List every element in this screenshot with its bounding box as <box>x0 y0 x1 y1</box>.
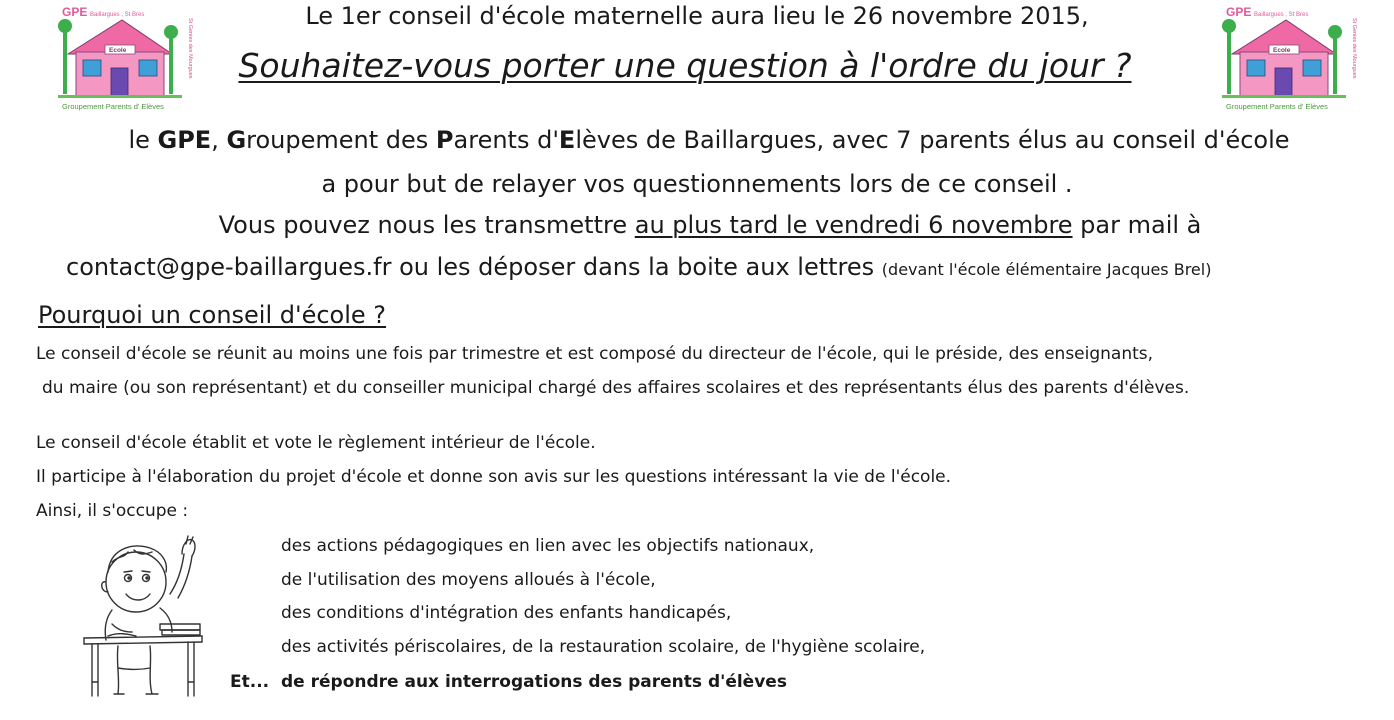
list-et-marker: Et... <box>230 672 270 692</box>
logo-bottom-text: Groupement Parents d' Elèves <box>1226 102 1328 111</box>
section-heading: Pourquoi un conseil d'école ? <box>38 301 387 329</box>
call-for-questions-title: Souhaitez-vous porter une question à l'ordre du jour ? <box>238 46 1132 85</box>
paragraph-line: du maire (ou son représentant) et du conseiller municipal chargé des affaires scolaires et des représentants élus des parents d'élèves. <box>42 378 1190 398</box>
list-item: de l'utilisation des moyens alloués à l'école, <box>281 570 656 590</box>
intro-line-1 <box>0 126 1394 154</box>
mailbox-location-note: (devant l'école élémentaire Jacques Brel) <box>881 260 1212 279</box>
child-raising-hand-illustration <box>78 532 208 698</box>
paragraph-line: Le conseil d'école se réunit au moins une fois par trimestre et est composé du directeur de l'école, qui le préside, des enseignants, <box>36 344 1154 364</box>
intro-text: Vous pouvez nous les transmettre <box>218 211 635 239</box>
paragraph-line: Ainsi, il s'occupe : <box>36 501 189 521</box>
list-item-final: de répondre aux interrogations des parents d'élèves <box>281 672 787 692</box>
list-item: des conditions d'intégration des enfants handicapés, <box>281 603 732 623</box>
gpe-acronym: GPE <box>157 126 212 154</box>
logo-place-text: Baillargues , St Bres <box>90 12 145 18</box>
logo-ecole-text: Ecole <box>109 47 127 54</box>
logo-side-text: St Genies des Mourgues <box>187 18 193 79</box>
intro-line-3 <box>0 211 1394 239</box>
paragraph-line: Il participe à l'élaboration du projet d'école et donne son avis sur les questions intéressant la vie de l'école. <box>36 467 952 487</box>
list-item: des actions pédagogiques en lien avec les objectifs nationaux, <box>281 536 815 556</box>
intro-text: roupement des <box>246 126 436 154</box>
deadline-text: au plus tard le vendredi 6 novembre <box>634 211 1073 239</box>
intro-text: le <box>128 126 158 154</box>
logo-gpe-text: GPE <box>1226 5 1252 19</box>
acronym-letter-e: E <box>558 126 576 154</box>
paragraph-line: Le conseil d'école établit et vote le règlement intérieur de l'école. <box>36 433 596 453</box>
meeting-date-line: Le 1er conseil d'école maternelle aura lieu le 26 novembre 2015, <box>305 2 1089 30</box>
logo-gpe-text: GPE <box>62 5 88 19</box>
logo-bottom-text: Groupement Parents d' Elèves <box>62 102 164 111</box>
list-item: des activités périscolaires, de la restauration scolaire, de l'hygiène scolaire, <box>281 637 926 657</box>
intro-line-4 <box>66 253 1211 281</box>
intro-text: par mail à <box>1072 211 1202 239</box>
logo-place-text: Baillargues , St Bres <box>1254 12 1309 18</box>
intro-line-2: a pour but de relayer vos questionnements lors de ce conseil . <box>321 170 1073 198</box>
logo-side-text: St Genies des Mourgues <box>1351 18 1357 79</box>
logo-ecole-text: Ecole <box>1273 47 1291 54</box>
acronym-letter-g: G <box>226 126 247 154</box>
contact-email[interactable]: contact@gpe-baillargues.fr ou les déposer dans la boite aux lettres <box>66 253 882 281</box>
acronym-letter-p: P <box>435 126 454 154</box>
intro-text: , <box>211 126 227 154</box>
intro-text: arents d' <box>453 126 559 154</box>
intro-text: lèves de Baillargues, avec 7 parents élus au conseil d'école <box>575 126 1290 154</box>
